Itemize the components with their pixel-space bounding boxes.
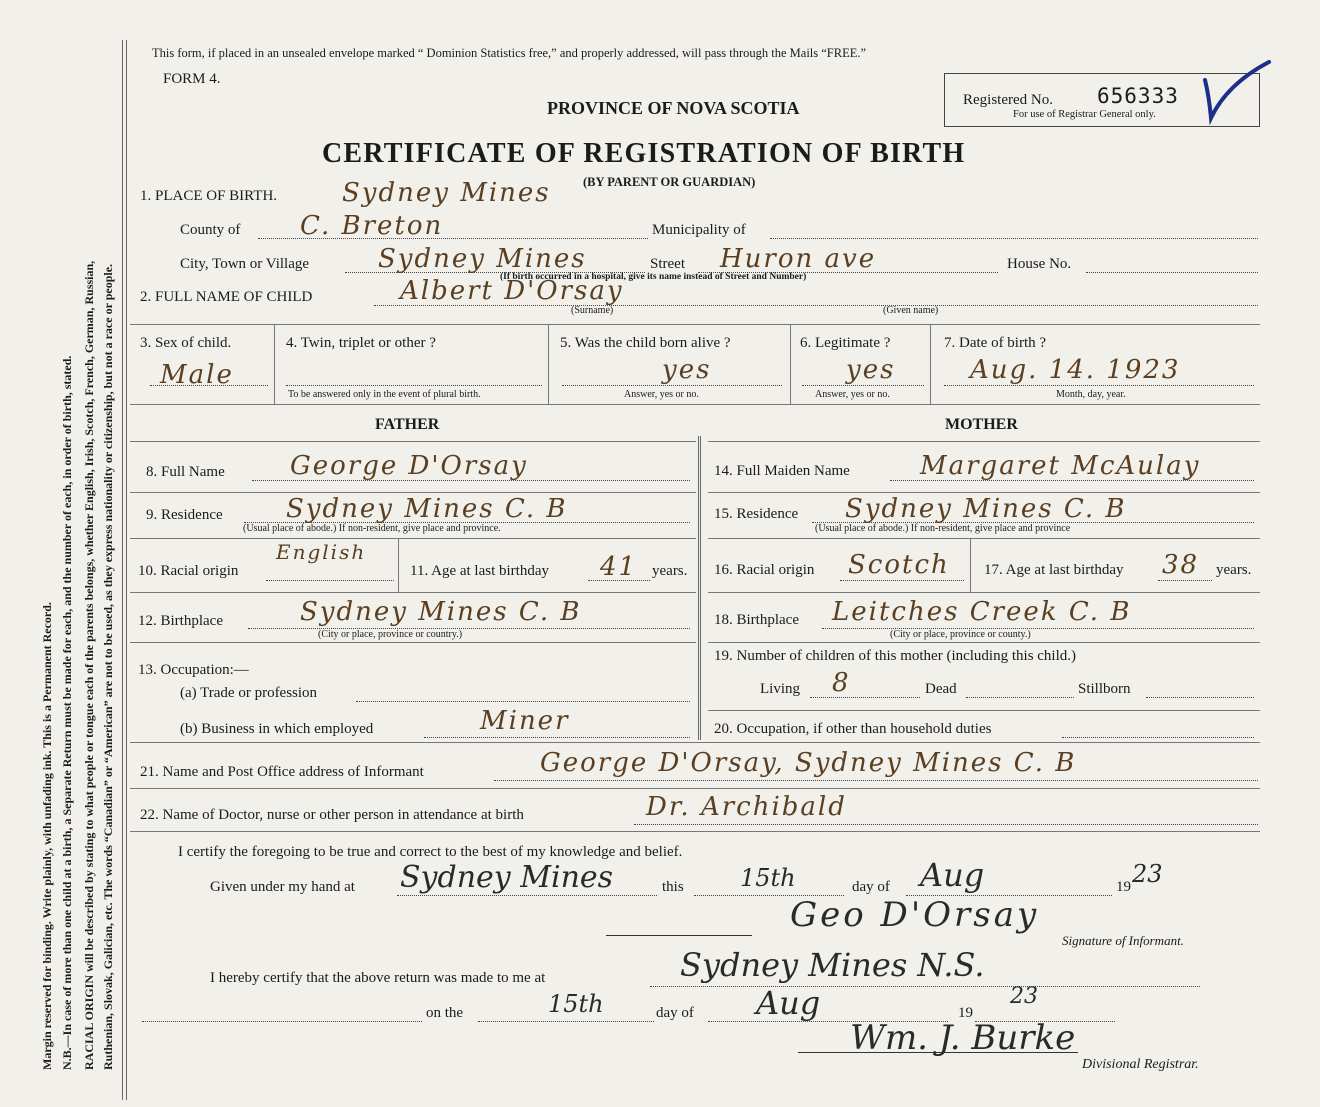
informant-line	[494, 780, 1258, 781]
father-age-label: 11. Age at last birthday	[410, 563, 549, 579]
father-birthplace-line	[248, 628, 690, 629]
province-heading: PROVINCE OF NOVA SCOTIA	[547, 98, 800, 118]
sex-label: 3. Sex of child.	[140, 335, 232, 351]
father-racial-value: English	[276, 540, 367, 564]
doctor-line	[634, 824, 1258, 825]
divisional-registrar-caption: Divisional Registrar.	[1082, 1057, 1199, 1072]
mother-residence-value: Sydney Mines C. B	[845, 494, 1127, 524]
mother-age-line	[1158, 580, 1212, 581]
mother-name-value: Margaret McAulay	[920, 451, 1201, 481]
living-label: Living	[760, 681, 800, 697]
born-alive-line	[562, 385, 782, 386]
father-business-line	[424, 737, 690, 738]
date-of-birth-value: Aug. 14. 1923	[970, 355, 1181, 385]
mother-racial-label: 16. Racial origin	[714, 562, 815, 578]
father-racial-label: 10. Racial origin	[138, 563, 239, 579]
father-years-label: years.	[652, 563, 688, 579]
informant-signature: Geo D'Orsay	[790, 895, 1040, 935]
city-value: Sydney Mines	[378, 244, 587, 274]
row-divider	[130, 592, 696, 593]
registered-box	[944, 73, 1260, 127]
county-value: C. Breton	[300, 211, 444, 241]
sex-value: Male	[160, 360, 234, 390]
mother-years-label: years.	[1216, 562, 1252, 578]
column-divider	[274, 324, 275, 404]
twin-note: To be answered only in the event of plural birth.	[288, 389, 481, 400]
margin-border	[122, 40, 123, 1100]
legitimate-line	[802, 385, 924, 386]
registrar-place-line	[650, 986, 1200, 987]
mother-racial-line	[840, 580, 964, 581]
place-of-birth-label: 1. PLACE OF BIRTH.	[140, 188, 278, 204]
surname-caption: (Surname)	[571, 305, 614, 316]
row-divider	[130, 831, 1260, 832]
father-name-label: 8. Full Name	[146, 464, 225, 480]
given-place-line	[397, 895, 657, 896]
hospital-note: (If birth occurred in a hospital, give its name instead of Street and Number)	[500, 272, 807, 282]
house-number-line	[1086, 272, 1258, 273]
doctor-value: Dr. Archibald	[646, 792, 847, 822]
born-alive-note: Answer, yes or no.	[624, 389, 699, 400]
date-of-birth-line	[944, 385, 1254, 386]
registrar-month-value: Aug	[756, 984, 821, 1022]
dead-line	[966, 697, 1074, 698]
father-trade-line	[356, 701, 690, 702]
father-birthplace-label: 12. Birthplace	[138, 613, 223, 629]
mother-age-value: 38	[1162, 550, 1200, 580]
check-mark-icon	[1197, 56, 1277, 126]
registrar-on-the-label: on the	[426, 1005, 464, 1021]
mother-birthplace-line	[822, 628, 1254, 629]
municipality-line	[770, 238, 1258, 239]
center-divider	[698, 436, 701, 740]
father-name-value: George D'Orsay	[290, 451, 528, 481]
given-this-label: this	[662, 879, 684, 895]
mother-heading: MOTHER	[945, 416, 1018, 433]
row-divider	[708, 538, 1260, 539]
mother-occupation-label: 20. Occupation, if other than household duties	[714, 721, 992, 737]
municipality-label: Municipality of	[652, 222, 746, 238]
row-divider	[708, 710, 1260, 711]
legitimate-value: yes	[846, 355, 896, 385]
given-year-value: 23	[1132, 860, 1163, 888]
mother-residence-note: (Usual place of abode.) If non-resident, give place and province	[815, 523, 1071, 534]
twin-line	[286, 385, 542, 386]
legitimate-label: 6. Legitimate ?	[800, 335, 891, 351]
twin-label: 4. Twin, triplet or other ?	[286, 335, 436, 351]
informant-label: 21. Name and Post Office address of Informant	[140, 764, 424, 780]
mother-age-label: 17. Age at last birthday	[984, 562, 1124, 578]
registrar-signature: Wm. J. Burke	[850, 1018, 1076, 1058]
row-divider	[130, 324, 1260, 325]
registrar-use-note: For use of Registrar General only.	[1013, 109, 1156, 120]
stillborn-line	[1146, 697, 1254, 698]
living-value: 8	[832, 668, 851, 698]
father-trade-label: (a) Trade or profession	[180, 685, 318, 701]
date-of-birth-label: 7. Date of birth ?	[944, 335, 1047, 351]
certify-text: I certify the foregoing to be true and correct to the best of my knowledge and belief.	[178, 844, 683, 860]
father-business-value: Miner	[480, 706, 570, 736]
given-month-value: Aug	[920, 856, 985, 894]
father-occupation-label: 13. Occupation:—	[138, 662, 249, 678]
mother-children-label: 19. Number of children of this mother (including this child.)	[714, 648, 1077, 664]
mother-birthplace-note: (City or place, province or county.)	[890, 629, 1031, 640]
born-alive-label: 5. Was the child born alive ?	[560, 335, 731, 351]
date-of-birth-note: Month, day, year.	[1056, 389, 1126, 400]
mail-note: This form, if placed in an unsealed envelope marked “ Dominion Statistics free,” and properly addressed, will pass through the Mails “FREE.”	[152, 46, 867, 60]
column-divider	[548, 324, 549, 404]
registrar-day-value: 15th	[548, 990, 604, 1018]
row-divider	[130, 642, 696, 643]
mother-birthplace-value: Leitches Creek C. B	[832, 597, 1132, 627]
living-line	[810, 697, 920, 698]
city-label: City, Town or Village	[180, 256, 310, 272]
registrar-signature-line	[798, 1052, 1078, 1053]
column-divider	[790, 324, 791, 404]
given-label: Given under my hand at	[210, 879, 355, 895]
street-label: Street	[650, 256, 685, 272]
dead-label: Dead	[925, 681, 957, 697]
registrar-left-line	[142, 1021, 422, 1022]
mother-name-label: 14. Full Maiden Name	[714, 463, 850, 479]
column-divider	[398, 538, 399, 592]
margin-border-inner	[126, 40, 127, 1100]
given-day-of-label: day of	[852, 879, 890, 895]
margin-note-racial-origin: RACIAL ORIGIN will be described by stating to what people or tongue each of the parents belongs, whether English, Irish, Scotch, French, German, Russian,	[82, 260, 96, 1070]
margin-note-plural-birth: N.B.—In case of more than one child at a birth, a Separate Return must be made for each, and the number of each, in order of birth, stated.	[60, 355, 74, 1070]
heading-underline	[708, 441, 1260, 442]
given-year-prefix: 19	[1116, 879, 1131, 895]
child-name-value: Albert D'Orsay	[400, 276, 624, 306]
row-divider	[130, 538, 696, 539]
registered-number: 656333	[1097, 84, 1179, 108]
father-birthplace-note: (City or place, province or country.)	[318, 629, 463, 640]
certificate-subtitle: (BY PARENT OR GUARDIAN)	[583, 175, 756, 189]
registrar-certify-text: I hereby certify that the above return was made to me at	[210, 970, 546, 986]
row-divider	[130, 404, 1260, 405]
given-place-value: Sydney Mines	[400, 860, 614, 895]
father-age-value: 41	[600, 552, 638, 582]
registrar-year-value: 23	[1010, 984, 1038, 1009]
mother-residence-label: 15. Residence	[714, 506, 799, 522]
born-alive-value: yes	[662, 355, 712, 385]
row-divider	[130, 492, 696, 493]
registrar-day-line	[478, 1021, 654, 1022]
stillborn-label: Stillborn	[1078, 681, 1131, 697]
mother-occupation-line	[1062, 737, 1254, 738]
row-divider	[130, 788, 1260, 789]
mother-racial-value: Scotch	[848, 550, 950, 580]
doctor-label: 22. Name of Doctor, nurse or other person in attendance at birth	[140, 807, 524, 823]
father-residence-note: (Usual place of abode.) If non-resident, give place and province.	[243, 523, 501, 534]
signature-line-left	[606, 935, 752, 936]
column-divider	[970, 538, 971, 592]
house-number-label: House No.	[1007, 256, 1072, 272]
row-divider	[708, 492, 1260, 493]
father-birthplace-value: Sydney Mines C. B	[300, 597, 582, 627]
margin-note-racial-origin-cont: Ruthenian, Slovak, Galician, etc. The words “Canadian” or “American” are not to be used, as they express nationality or citizenship, but not a race or people.	[101, 263, 115, 1070]
father-business-label: (b) Business in which employed	[180, 721, 374, 737]
father-residence-label: 9. Residence	[146, 507, 223, 523]
certificate-title: CERTIFICATE OF REGISTRATION OF BIRTH	[322, 138, 966, 169]
heading-underline	[130, 441, 696, 442]
registered-label: Registered No.	[963, 92, 1053, 108]
father-racial-line	[266, 580, 394, 581]
county-label: County of	[180, 222, 241, 238]
registrar-year-prefix: 19	[958, 1005, 973, 1021]
place-of-birth-value: Sydney Mines	[342, 178, 551, 208]
row-divider	[708, 642, 1260, 643]
margin-note-binding: Margin reserved for binding. Write plainly, with unfading ink. This is a Permanent Record.	[40, 602, 54, 1070]
signature-of-informant-caption: Signature of Informant.	[1062, 933, 1184, 948]
father-residence-value: Sydney Mines C. B	[286, 494, 568, 524]
child-name-label: 2. FULL NAME OF CHILD	[140, 289, 313, 305]
form-number: FORM 4.	[163, 71, 221, 87]
row-divider	[130, 742, 1260, 743]
street-value: Huron ave	[720, 244, 877, 274]
informant-value: George D'Orsay, Sydney Mines C. B	[540, 748, 1077, 778]
given-name-caption: (Given name)	[883, 305, 939, 316]
given-day-value: 15th	[740, 864, 796, 892]
column-divider	[930, 324, 931, 404]
mother-birthplace-label: 18. Birthplace	[714, 612, 799, 628]
registrar-day-of-label: day of	[656, 1005, 694, 1021]
registrar-place-value: Sydney Mines N.S.	[680, 946, 985, 984]
legitimate-note: Answer, yes or no.	[815, 389, 890, 400]
row-divider	[708, 592, 1260, 593]
father-heading: FATHER	[375, 416, 440, 433]
